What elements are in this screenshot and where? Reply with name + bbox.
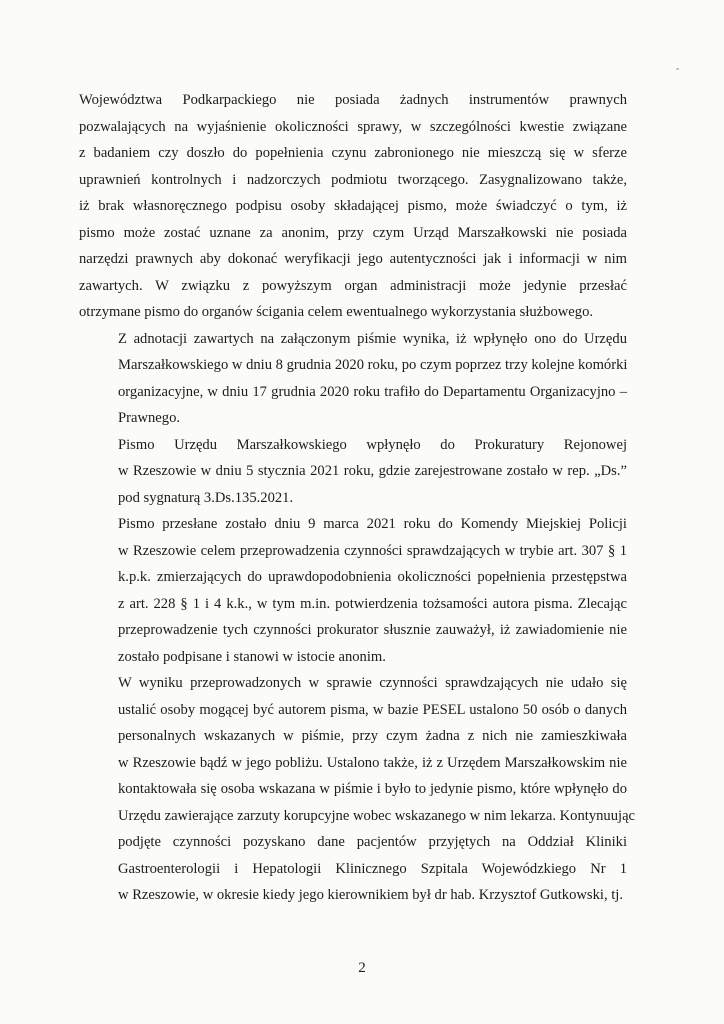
text-line: zawartych. W związku z powyższym organ administracji może jedynie przesłać (79, 277, 627, 294)
text-line: w Rzeszowie celem przeprowadzenia czynności sprawdzających w trybie art. 307 § 1 (118, 542, 627, 559)
text-line: Gastroenterologii i Hepatologii Klinicznego Szpitala Wojewódzkiego Nr 1 (118, 860, 627, 877)
text-line: Marszałkowskiego w dniu 8 grudnia 2020 roku, po czym poprzez trzy kolejne komórki (118, 357, 628, 373)
paragraph (79, 326, 627, 432)
text-line: narzędzi prawnych aby dokonać weryfikacji jego autentyczności jak i informacji w nim (79, 251, 627, 267)
text-line: z art. 228 § 1 i 4 k.k., w tym m.in. potwierdzenia tożsamości autora pisma. Zlecając (118, 595, 627, 612)
scan-speck (676, 68, 679, 70)
text-line: W wyniku przeprowadzonych w sprawie czynności sprawdzających nie udało się (118, 675, 627, 691)
text-line: uprawnień kontrolnych i nadzorczych podmiotu tworzącego. Zasygnalizowano także, (79, 171, 627, 188)
page-number: 2 (358, 960, 366, 976)
text-line: w Rzeszowie w dniu 5 stycznia 2021 roku, gdzie zarejestrowane zostało w rep. „Ds.” (118, 463, 627, 479)
text-line: z badaniem czy doszło do popełnienia czynu zabronionego nie mieszczą się w sferze (79, 145, 627, 161)
document-body (79, 87, 636, 909)
text-line: Pismo Urzędu Marszałkowskiego wpłynęło do Prokuratury Rejonowej (118, 436, 627, 453)
text-line: Pismo przesłane zostało dniu 9 marca 2021 roku do Komendy Miejskiej Policji (118, 516, 627, 532)
text-line: pismo może zostać uznane za anonim, przy czym Urząd Marszałkowski nie posiada (79, 224, 627, 241)
text-line: podjęte czynności pozyskano dane pacjentów przyjętych na Oddział Kliniki (118, 834, 627, 850)
text-line: Z adnotacji zawartych na załączonym piśmie wynika, iż wpłynęło ono do Urzędu (118, 330, 627, 347)
text-line: Województwa Podkarpackiego nie posiada żadnych instrumentów prawnych (79, 92, 627, 108)
text-line: otrzymane pismo do organów ścigania celem ewentualnego wykorzystania służbowego. (79, 304, 594, 320)
text-line: przeprowadzenie tych czynności prokurator słusznie zauważył, iż zawiadomienie nie (118, 622, 627, 638)
text-line: organizacyjne, w dniu 17 grudnia 2020 roku trafiło do Departamentu Organizacyjno – (118, 383, 627, 400)
text-line: personalnych wskazanych w piśmie, przy czym żadna z nich nie zamieszkiwała (118, 728, 627, 744)
text-line: w Rzeszowie, w okresie kiedy jego kierownikiem był dr hab. Krzysztof Gutkowski, tj. (118, 887, 623, 903)
text-line: Urzędu zawierające zarzuty korupcyjne wobec wskazanego w nim lekarza. Kontynuując (118, 807, 636, 824)
text-line: w Rzeszowie bądź w jego pobliżu. Ustalono także, iż z Urzędem Marszałkowskim nie (118, 754, 627, 771)
paragraph (79, 511, 627, 670)
text-line: pozwalających na wyjaśnienie okoliczności sprawy, w szczególności kwestie związane (79, 118, 627, 135)
text-line: zostało podpisane i stanowi w istocie anonim. (118, 648, 386, 665)
text-line: kontaktowała się osoba wskazana w piśmie i było to jedynie pismo, które wpłynęło do (118, 781, 627, 797)
text-line: k.p.k. zmierzających do uprawdopodobnienia okoliczności popełnienia przestępstwa (118, 569, 627, 585)
text-line: pod sygnaturą 3.Ds.135.2021. (118, 489, 294, 506)
text-line: iż brak własnoręcznego podpisu osoby składającej pismo, może świadczyć o tym, iż (79, 198, 627, 214)
text-line: ustalić osoby mogącej być autorem pisma, w bazie PESEL ustalono 50 osób o danych (118, 701, 627, 718)
paragraph (79, 87, 627, 326)
paragraph (79, 670, 636, 909)
paragraph (79, 432, 627, 512)
text-line: Prawnego. (118, 410, 181, 426)
